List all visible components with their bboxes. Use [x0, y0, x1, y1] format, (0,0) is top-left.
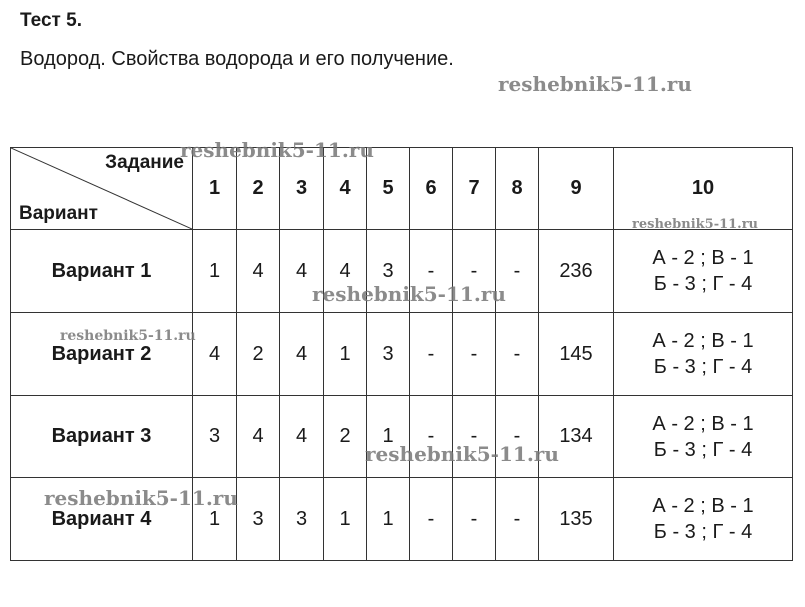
- watermark: reshebnik5-11.ru: [312, 282, 506, 306]
- q10-line: Б - 3 ; Г - 4: [653, 521, 753, 543]
- q10-line: А - 2 ; В - 1: [652, 247, 754, 269]
- test-topic: Водород. Свойства водорода и его получение.: [20, 48, 454, 70]
- answer-cell-q10: [614, 313, 793, 396]
- header-question-number: 7: [453, 148, 496, 230]
- answer-cell: 4: [237, 396, 280, 478]
- answer-cell: -: [453, 230, 496, 313]
- answer-cell: -: [410, 313, 453, 396]
- answer-cell: 3: [280, 478, 324, 561]
- header-question-number: 5: [367, 148, 410, 230]
- answer-cell: 2: [237, 313, 280, 396]
- header-question-number: 2: [237, 148, 280, 230]
- q10-line: А - 2 ; В - 1: [652, 330, 754, 352]
- watermark: reshebnik5-11.ru: [632, 217, 759, 232]
- answer-cell: 134: [539, 396, 614, 478]
- answer-cell: 4: [324, 230, 367, 313]
- variant-label: Вариант 4: [11, 478, 193, 561]
- header-corner-cell: [11, 148, 193, 230]
- q10-line: Б - 3 ; Г - 4: [653, 273, 753, 295]
- answer-cell: 3: [193, 396, 237, 478]
- answer-cell: 4: [193, 313, 237, 396]
- answer-cell: 1: [324, 313, 367, 396]
- answer-cell: -: [496, 313, 539, 396]
- watermark: reshebnik5-11.ru: [180, 138, 374, 162]
- q10-line: А - 2 ; В - 1: [652, 412, 754, 435]
- answer-cell: 1: [367, 396, 410, 478]
- answer-cell: -: [453, 313, 496, 396]
- answer-cell-q10: [614, 396, 793, 478]
- header-task-label: Задание: [105, 152, 184, 173]
- header-question-number: 4: [324, 148, 367, 230]
- answer-cell-q10: [614, 230, 793, 313]
- answer-cell: 1: [324, 478, 367, 561]
- watermark: reshebnik5-11.ru: [60, 328, 196, 344]
- answer-cell: -: [410, 478, 453, 561]
- watermark: reshebnik5-11.ru: [365, 442, 559, 466]
- answer-cell: 2: [324, 396, 367, 478]
- answer-cell: 3: [367, 313, 410, 396]
- answer-cell: 1: [367, 478, 410, 561]
- answer-cell: -: [410, 230, 453, 313]
- answer-cell: 4: [280, 313, 324, 396]
- answer-cell: 236: [539, 230, 614, 313]
- answer-cell: 135: [539, 478, 614, 561]
- test-title: Тест 5.: [20, 10, 82, 31]
- answer-cell: -: [410, 396, 453, 478]
- header-question-number: 3: [280, 148, 324, 230]
- header-question-number: 8: [496, 148, 539, 230]
- answer-cell: 4: [237, 230, 280, 313]
- variant-label: Вариант 3: [11, 396, 193, 478]
- answer-cell: 1: [193, 230, 237, 313]
- answer-cell: 4: [280, 230, 324, 313]
- watermark: reshebnik5-11.ru: [44, 486, 238, 510]
- answer-cell: 3: [237, 478, 280, 561]
- header-variant-label: Вариант: [19, 203, 98, 224]
- answer-cell: 1: [193, 478, 237, 561]
- answer-cell: -: [453, 478, 496, 561]
- variant-row: [11, 313, 793, 396]
- q10-line: А - 2 ; В - 1: [652, 495, 754, 517]
- q10-line: Б - 3 ; Г - 4: [653, 438, 753, 461]
- answer-cell-q10: [614, 478, 793, 561]
- variant-label: Вариант 1: [11, 230, 193, 313]
- answer-cell: 145: [539, 313, 614, 396]
- answer-cell: 3: [367, 230, 410, 313]
- variant-label: Вариант 2: [11, 313, 193, 396]
- answer-cell: 4: [280, 396, 324, 478]
- header-question-number: 10: [614, 148, 793, 230]
- answer-cell: -: [496, 478, 539, 561]
- watermark: reshebnik5-11.ru: [498, 72, 692, 96]
- answer-cell: -: [496, 396, 539, 478]
- q10-line: Б - 3 ; Г - 4: [653, 356, 753, 378]
- header-question-number: 6: [410, 148, 453, 230]
- header-question-number: 9: [539, 148, 614, 230]
- answer-cell: -: [453, 396, 496, 478]
- header-question-number: 1: [193, 148, 237, 230]
- answer-cell: -: [496, 230, 539, 313]
